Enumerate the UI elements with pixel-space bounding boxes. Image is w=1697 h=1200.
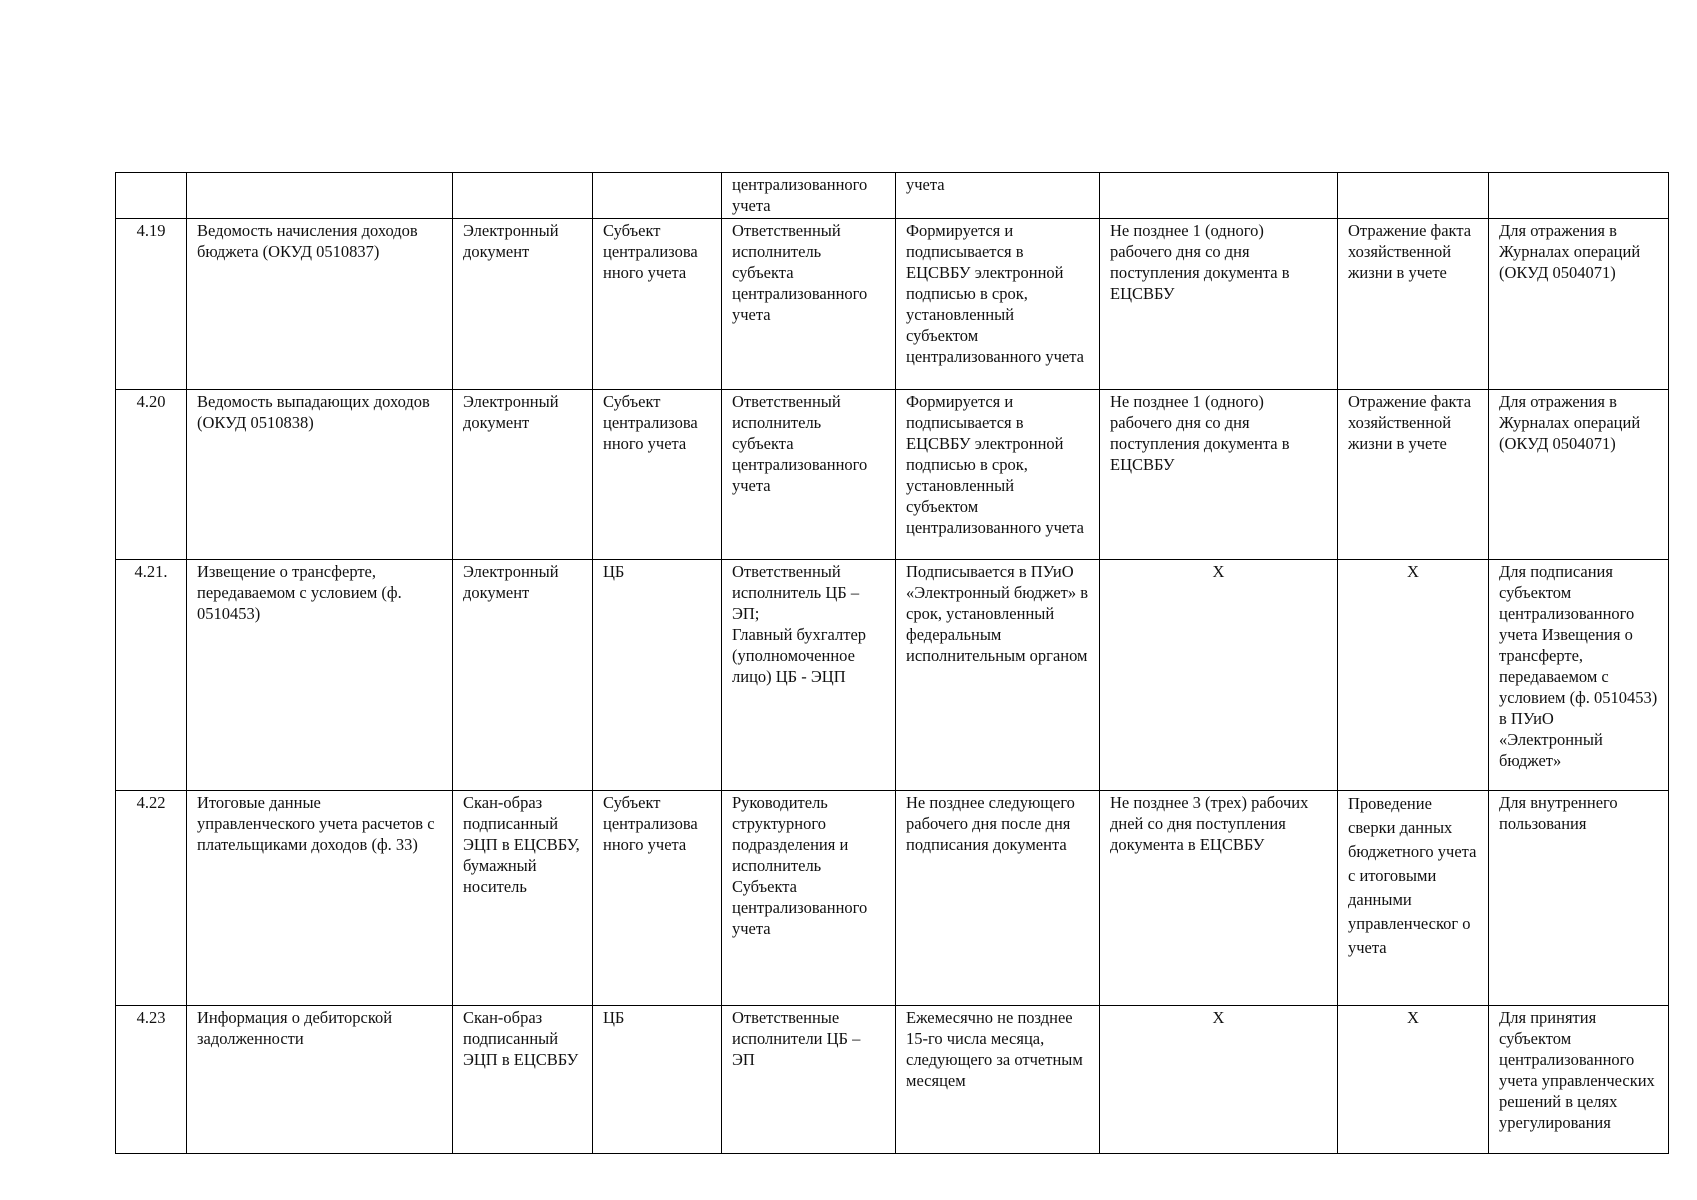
row-number: 4.22	[116, 791, 187, 1006]
document-name-cell: Извещение о трансферте, передаваемом с условием (ф. 0510453)	[187, 560, 453, 791]
creator-cell: Субъект централизова нного учета	[593, 390, 722, 560]
purpose-cell: Проведение сверки данных бюджетного учета с итоговыми данными управленческог о учета	[1338, 791, 1489, 1006]
row-number: 4.20	[116, 390, 187, 560]
table-row	[116, 173, 1669, 219]
document-form-cell: Скан-образ подписанный ЭЦП в ЕЦСВБУ	[453, 1006, 593, 1154]
procedure-cell: Подписывается в ПУиО «Электронный бюджет» в срок, установленный федеральным исполнительным органом	[896, 560, 1100, 791]
row-number	[116, 173, 187, 219]
document-name-cell: Ведомость начисления доходов бюджета (ОКУД 0510837)	[187, 219, 453, 390]
table-row	[116, 791, 1669, 1006]
purpose-cell	[1338, 173, 1489, 219]
purpose-cell: Х	[1338, 1006, 1489, 1154]
responsible-cell: Ответственный исполнитель субъекта централизованного учета	[722, 219, 896, 390]
purpose-cell: Отражение факта хозяйственной жизни в учете	[1338, 219, 1489, 390]
note-cell: Для отражения в Журналах операций (ОКУД 0504071)	[1489, 390, 1669, 560]
deadline-cell: Х	[1100, 1006, 1338, 1154]
table-row	[116, 1006, 1669, 1154]
document-name-cell: Информация о дебиторской задолженности	[187, 1006, 453, 1154]
document-name-cell: Ведомость выпадающих доходов (ОКУД 0510838)	[187, 390, 453, 560]
document-form-cell: Электронный документ	[453, 390, 593, 560]
procedure-cell: Формируется и подписывается в ЕЦСВБУ электронной подписью в срок, установленный субъектом централизованного учета	[896, 219, 1100, 390]
creator-cell: Субъект централизова нного учета	[593, 219, 722, 390]
purpose-cell: Х	[1338, 560, 1489, 791]
document-name-cell: Итоговые данные управленческого учета расчетов с плательщиками доходов (ф. 33)	[187, 791, 453, 1006]
row-number: 4.23	[116, 1006, 187, 1154]
deadline-cell: Не позднее 3 (трех) рабочих дней со дня поступления документа в ЕЦСВБУ	[1100, 791, 1338, 1006]
creator-cell: ЦБ	[593, 560, 722, 791]
document-name-cell	[187, 173, 453, 219]
procedure-cell: учета	[896, 173, 1100, 219]
note-cell: Для принятия субъектом централизованного учета управленческих решений в целях урегулирования	[1489, 1006, 1669, 1154]
note-cell: Для внутреннего пользования	[1489, 791, 1669, 1006]
responsible-cell: Ответственный исполнитель субъекта централизованного учета	[722, 390, 896, 560]
row-number: 4.19	[116, 219, 187, 390]
table-row	[116, 219, 1669, 390]
document-form-cell: Электронный документ	[453, 560, 593, 791]
creator-cell: ЦБ	[593, 1006, 722, 1154]
deadline-cell	[1100, 173, 1338, 219]
responsible-cell: Ответственный исполнитель ЦБ – ЭП; Главный бухгалтер (уполномоченное лицо) ЦБ - ЭЦП	[722, 560, 896, 791]
document-table	[115, 172, 1669, 1154]
note-cell: Для отражения в Журналах операций (ОКУД 0504071)	[1489, 219, 1669, 390]
procedure-cell: Ежемесячно не позднее 15-го числа месяца, следующего за отчетным месяцем	[896, 1006, 1100, 1154]
note-cell: Для подписания субъектом централизованного учета Извещения о трансферте, передаваемом с условием (ф. 0510453) в ПУиО «Электронный бюджет»	[1489, 560, 1669, 791]
responsible-cell: Ответственные исполнители ЦБ – ЭП	[722, 1006, 896, 1154]
purpose-cell: Отражение факта хозяйственной жизни в учете	[1338, 390, 1489, 560]
document-form-cell: Электронный документ	[453, 219, 593, 390]
row-number: 4.21.	[116, 560, 187, 791]
creator-cell: Субъект централизова нного учета	[593, 791, 722, 1006]
table-row	[116, 560, 1669, 791]
deadline-cell: Х	[1100, 560, 1338, 791]
deadline-cell: Не позднее 1 (одного) рабочего дня со дня поступления документа в ЕЦСВБУ	[1100, 390, 1338, 560]
responsible-cell: Руководитель структурного подразделения и исполнитель Субъекта централизованного учета	[722, 791, 896, 1006]
deadline-cell: Не позднее 1 (одного) рабочего дня со дня поступления документа в ЕЦСВБУ	[1100, 219, 1338, 390]
procedure-cell: Не позднее следующего рабочего дня после дня подписания документа	[896, 791, 1100, 1006]
responsible-cell: централизованного учета	[722, 173, 896, 219]
procedure-cell: Формируется и подписывается в ЕЦСВБУ электронной подписью в срок, установленный субъектом централизованного учета	[896, 390, 1100, 560]
document-form-cell: Скан-образ подписанный ЭЦП в ЕЦСВБУ, бумажный носитель	[453, 791, 593, 1006]
creator-cell	[593, 173, 722, 219]
note-cell	[1489, 173, 1669, 219]
document-form-cell	[453, 173, 593, 219]
table-row	[116, 390, 1669, 560]
